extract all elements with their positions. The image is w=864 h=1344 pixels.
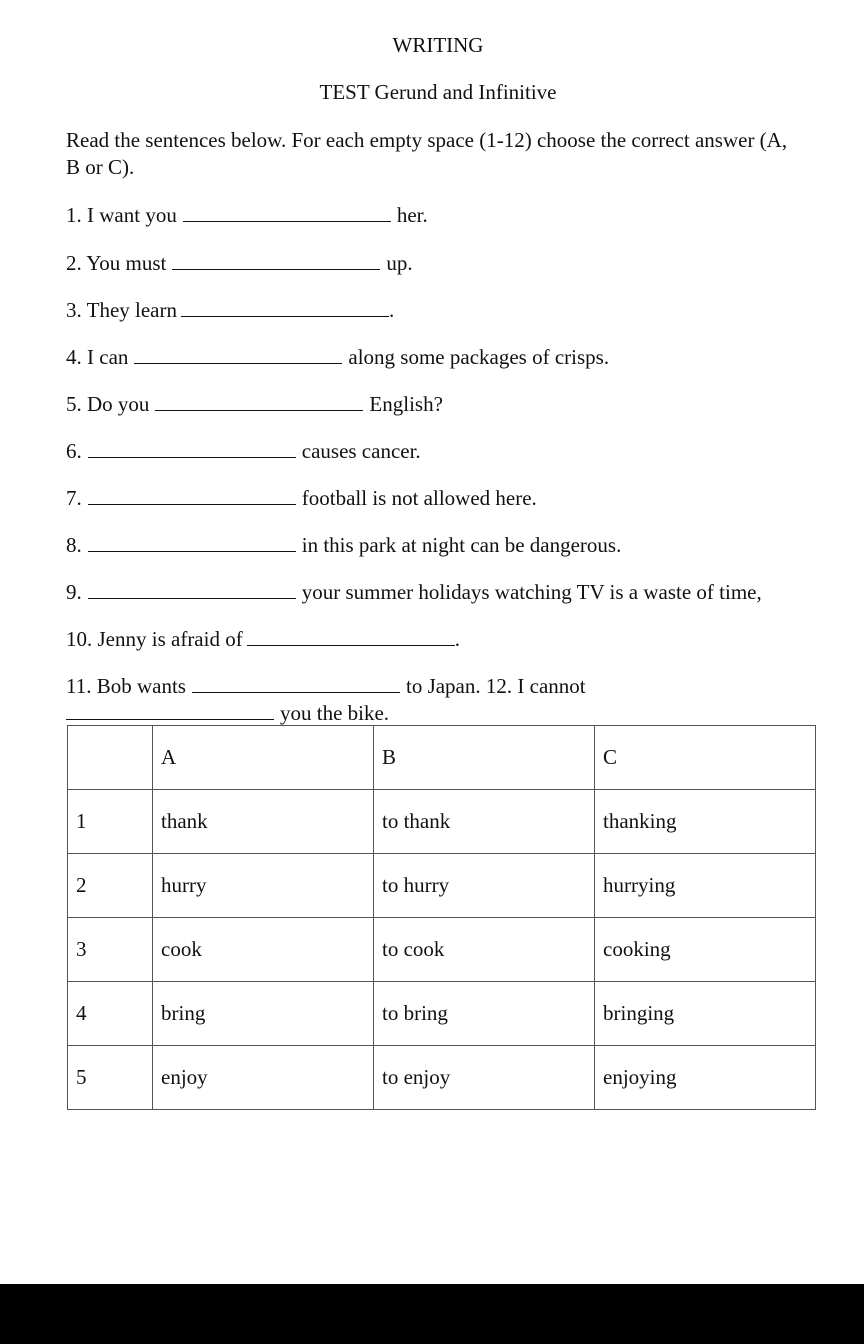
question-10 [66,626,460,651]
bottom-black-bar [0,1284,864,1344]
question-3 [66,297,394,322]
question-text: along some packages of crisps. [348,345,610,369]
question-text: up. [386,251,413,275]
table-cell: cook [153,918,374,982]
answer-options-table [67,725,816,1110]
question-text: 9. [66,580,82,604]
answer-blank[interactable] [134,344,342,364]
table-row [68,854,816,918]
question-text: 2. You must [66,251,167,275]
question-6 [66,438,421,463]
question-text: . [454,627,460,651]
table-row [68,982,816,1046]
question-text: your summer holidays watching TV is a waste of time, [301,580,762,604]
question-text: in this park at night can be dangerous. [301,533,622,557]
question-text: 7. [66,486,82,510]
question-11 [66,673,586,698]
question-text: 8. [66,533,82,557]
question-text: 6. [66,439,82,463]
table-header-cell: B [374,726,595,790]
question-text: 4. I can [66,345,129,369]
table-cell: 4 [68,982,153,1046]
answer-blank[interactable] [88,532,296,552]
table-cell: 5 [68,1046,153,1110]
table-row [68,1046,816,1110]
table-cell: bringing [595,982,816,1046]
question-4 [66,344,609,369]
answer-blank[interactable] [88,579,296,599]
table-row [68,918,816,982]
table-cell: to bring [374,982,595,1046]
answer-blank[interactable] [183,202,391,222]
answer-blank[interactable] [155,391,363,411]
answer-blank[interactable] [247,626,455,646]
table-cell: to hurry [374,854,595,918]
question-8 [66,532,621,557]
table-header-cell: C [595,726,816,790]
answer-blank[interactable] [88,485,296,505]
question-text: causes cancer. [301,439,421,463]
question-text: 10. Jenny is afraid of [66,627,243,651]
question-text: you the bike. [280,701,390,725]
question-1 [66,202,428,227]
question-text: 11. Bob wants [66,674,186,698]
table-cell: to thank [374,790,595,854]
table-row [68,790,816,854]
answer-blank[interactable] [66,700,274,720]
question-2 [66,250,413,275]
answer-blank[interactable] [172,250,380,270]
question-text: her. [396,203,428,227]
table-cell: hurry [153,854,374,918]
test-subtitle: TEST Gerund and Infinitive [319,80,557,104]
table-cell: 2 [68,854,153,918]
table-cell: enjoy [153,1046,374,1110]
table-cell: bring [153,982,374,1046]
table-header-cell [68,726,153,790]
table-cell: cooking [595,918,816,982]
question-text: 3. They learn [66,298,177,322]
table-header-cell: A [153,726,374,790]
question-text: . [389,298,395,322]
question-text: 5. Do you [66,392,150,416]
table-cell: 3 [68,918,153,982]
answer-blank[interactable] [192,673,400,693]
answer-blank[interactable] [88,438,296,458]
question-7 [66,485,537,510]
table-cell: thank [153,790,374,854]
question-text: 1. I want you [66,203,177,227]
table-cell: hurrying [595,854,816,918]
table-cell: enjoying [595,1046,816,1110]
question-text: to Japan. 12. I cannot [405,674,586,698]
page-title: WRITING [392,33,484,57]
table-header-row [68,726,816,790]
question-9 [66,579,762,604]
question-text: English? [369,392,443,416]
question-12 [66,700,389,725]
table-cell: 1 [68,790,153,854]
question-5 [66,391,443,416]
question-text: football is not allowed here. [301,486,537,510]
instructions-text: Read the sentences below. For each empty space (1-12) choose the correct answer (A, B or C). [66,128,788,179]
table-cell: to cook [374,918,595,982]
table-cell: to enjoy [374,1046,595,1110]
table-cell: thanking [595,790,816,854]
answer-blank[interactable] [181,297,389,317]
